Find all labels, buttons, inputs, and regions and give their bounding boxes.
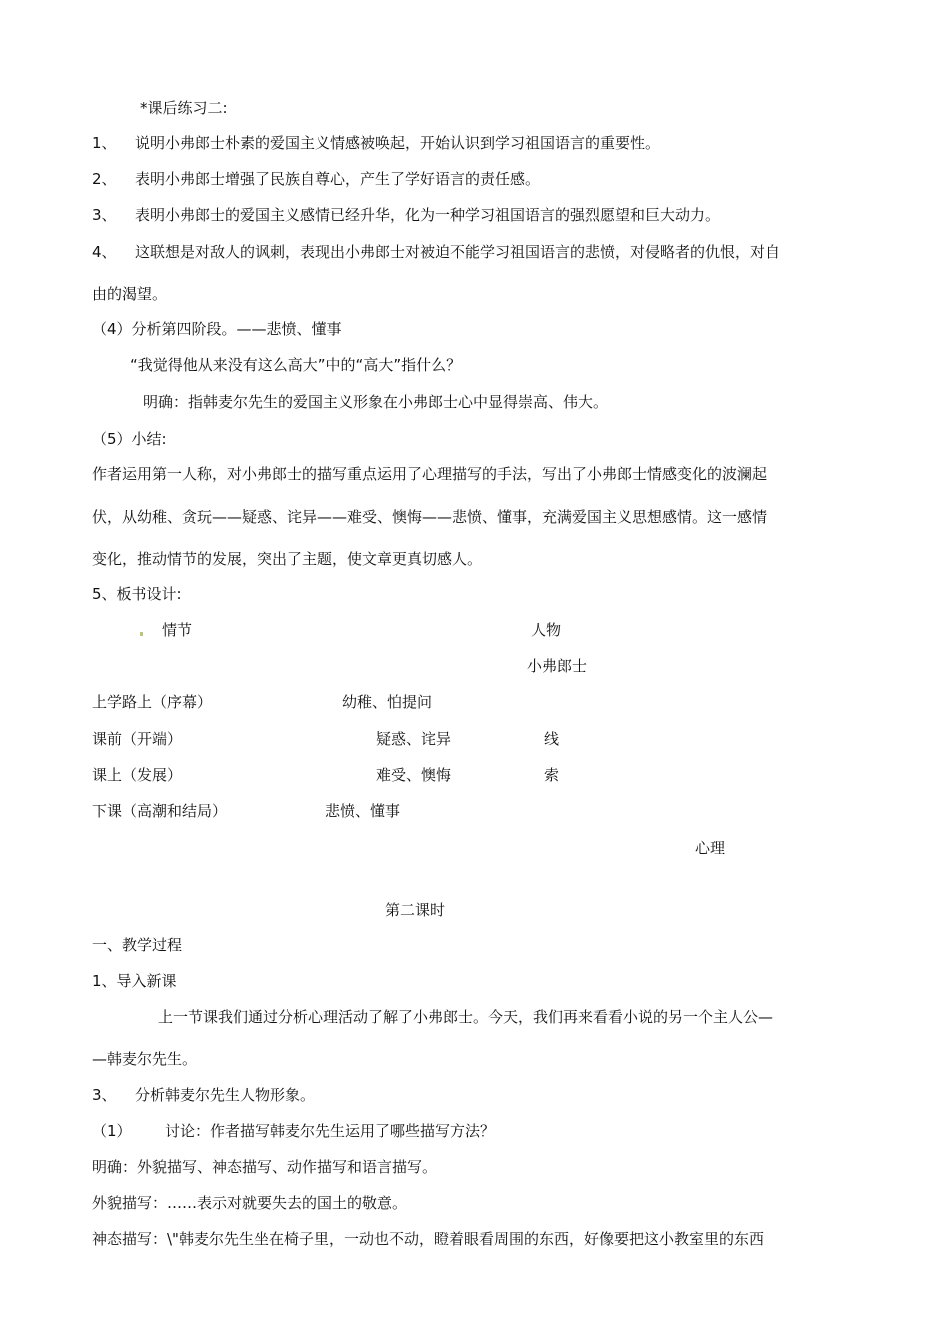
exercise-item-4-num: 4、	[92, 243, 117, 261]
board-row-1-plot: 上学路上（序幕）	[92, 693, 213, 711]
exercise-item-2-num: 2、	[92, 170, 117, 188]
board-person-label: 人物	[531, 621, 562, 639]
summary-line-3: 变化，推动情节的发展，突出了主题，使文章更真切感人。	[92, 550, 483, 568]
lesson2-section: 一、教学过程	[92, 936, 183, 954]
exercise-heading: *课后练习二:	[140, 99, 228, 117]
lesson2-answer: 明确：外貌描写、神态描写、动作描写和语言描写。	[92, 1158, 438, 1176]
exercise-item-3-text: 表明小弗郎士的爱国主义感情已经升华，化为一种学习祖国语言的强烈愿望和巨大动力。	[135, 206, 721, 224]
board-row-4-plot: 下课（高潮和结局）	[92, 802, 228, 820]
board-heading: 5、板书设计:	[92, 585, 182, 603]
board-row-3-plot: 课上（发展）	[92, 766, 183, 784]
lesson2-expression: 神态描写：\"韩麦尔先生坐在椅子里，一动也不动，瞪着眼看周围的东西，好像要把这小教室里的东西	[92, 1230, 764, 1248]
lesson2-intro-line-2: —韩麦尔先生。	[92, 1050, 198, 1068]
lesson2-intro-heading: 1、导入新课	[92, 972, 177, 990]
lesson2-discuss-text: 讨论：作者描写韩麦尔先生运用了哪些描写方法？	[165, 1122, 496, 1140]
board-row-1-mood: 幼稚、怕提问	[342, 693, 433, 711]
decorative-mark	[140, 632, 143, 636]
lesson2-analysis-num: 3、	[92, 1086, 117, 1104]
lesson2-title: 第二课时	[385, 901, 446, 919]
lesson2-analysis-text: 分析韩麦尔先生人物形象。	[135, 1086, 316, 1104]
lesson2-appearance: 外貌描写：……表示对就要失去的国土的敬意。	[92, 1194, 408, 1212]
exercise-item-2-text: 表明小弗郎士增强了民族自尊心，产生了学好语言的责任感。	[135, 170, 541, 188]
exercise-item-3-num: 3、	[92, 206, 117, 224]
exercise-item-1-num: 1、	[92, 134, 117, 152]
part4-question: “我觉得他从来没有这么高大”中的“高大”指什么？	[130, 356, 462, 374]
summary-line-1: 作者运用第一人称，对小弗郎士的描写重点运用了心理描写的手法，写出了小弗郎士情感变化的波澜起	[92, 465, 768, 483]
summary-heading: （5）小结:	[92, 430, 167, 448]
board-row-2-side: 线	[544, 730, 560, 748]
board-footer: 心理	[695, 839, 726, 857]
part4-answer: 明确：指韩麦尔先生的爱国主义形象在小弗郎士心中显得崇高、伟大。	[143, 393, 609, 411]
board-plot-label: 情节	[162, 621, 193, 639]
board-row-3-side: 索	[544, 766, 560, 784]
exercise-item-4-cont: 由的渴望。	[92, 285, 168, 303]
part4-heading: （4）分析第四阶段。——悲愤、懂事	[92, 320, 342, 338]
exercise-item-1-text: 说明小弗郎士朴素的爱国主义情感被唤起，开始认识到学习祖国语言的重要性。	[135, 134, 661, 152]
lesson2-discuss-num: （1）	[92, 1122, 132, 1140]
board-row-3-mood: 难受、懊悔	[376, 766, 452, 784]
board-person-name: 小弗郎士	[527, 657, 588, 675]
board-row-2-mood: 疑惑、诧异	[376, 730, 452, 748]
summary-line-2: 伏，从幼稚、贪玩——疑惑、诧异——难受、懊悔——悲愤、懂事，充满爱国主义思想感情。这一感情	[92, 508, 768, 526]
board-row-4-mood: 悲愤、懂事	[325, 802, 401, 820]
board-row-2-plot: 课前（开端）	[92, 730, 183, 748]
lesson2-intro-line-1: 上一节课我们通过分析心理活动了解了小弗郎士。今天，我们再来看看小说的另一个主人公—	[158, 1008, 774, 1026]
exercise-item-4-text: 这联想是对敌人的讽刺，表现出小弗郎士对被迫不能学习祖国语言的悲愤，对侵略者的仇恨，对自	[135, 243, 781, 261]
